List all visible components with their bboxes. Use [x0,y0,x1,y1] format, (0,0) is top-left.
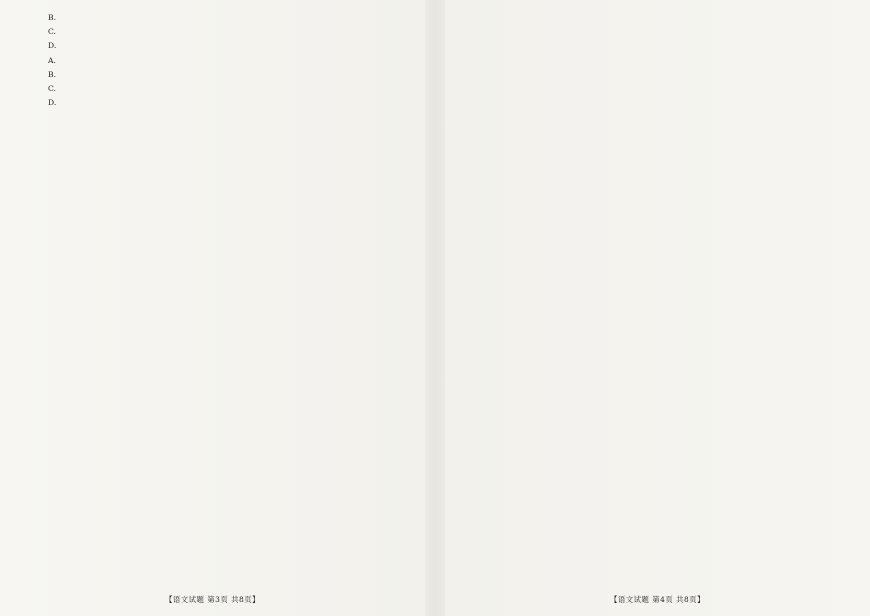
q3-option-b: B. [48,69,56,79]
option-c: C. [48,27,56,37]
option-d: D. [48,41,57,51]
q3-option-d: D. [48,98,57,108]
q3-option-a: A. [48,55,56,65]
option-b: B. [48,13,56,22]
page-footer-right: 【语文试题 第4页 共8页】 [609,594,705,604]
right-page [445,0,870,616]
page-footer-left: 【语文试题 第3页 共8页】 [164,594,260,604]
q3-option-c: C. [48,84,56,94]
binding-gutter [425,0,445,616]
left-page [0,0,425,616]
